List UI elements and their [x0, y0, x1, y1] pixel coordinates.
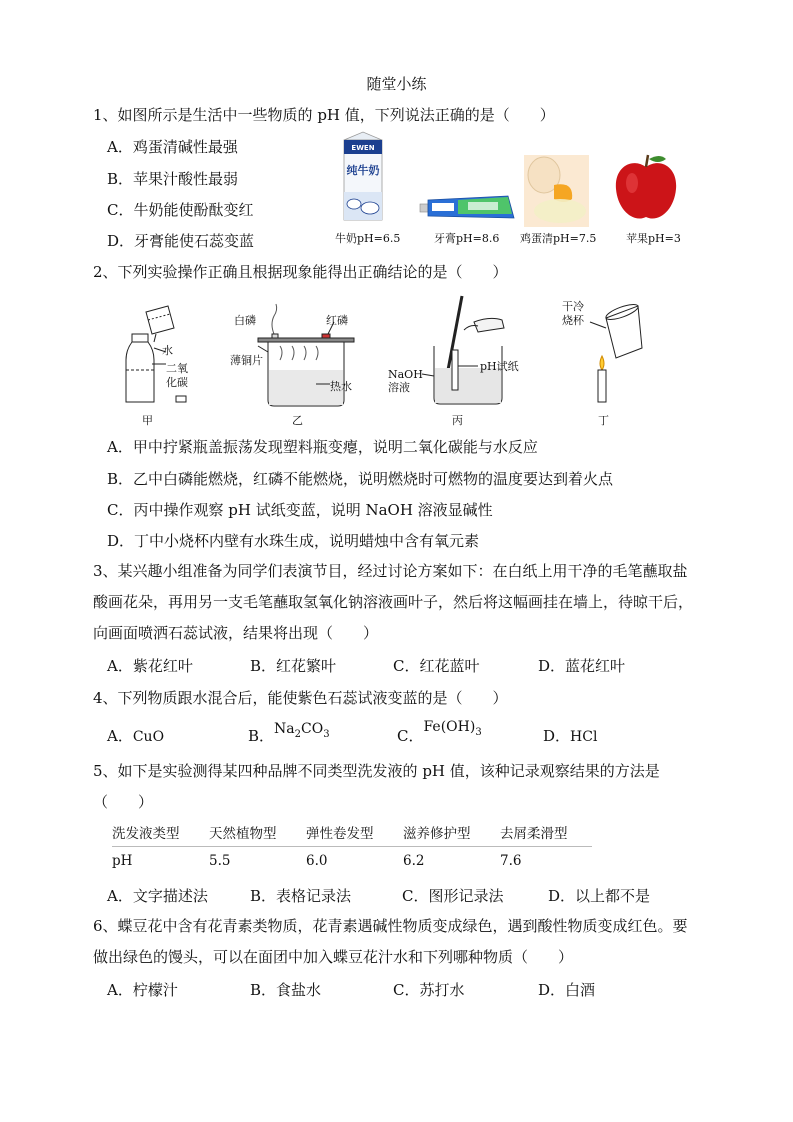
q4-option-b: $Na_2CO_3$ [274, 721, 330, 740]
q2-option-c: C．丙中操作观察 pH 试纸变蓝，说明 NaOH 溶液显碱性 [107, 501, 493, 519]
table-header-cell: 洗发液类型 [112, 826, 180, 842]
yi-white-p-label: 白磷 [234, 314, 256, 327]
table-header-cell: 滋养修护型 [403, 826, 471, 842]
q1-option-d: D．牙膏能使石蕊变蓝 [107, 232, 255, 250]
q3-option-a: A．紫花红叶 [107, 657, 193, 675]
yi-caption: 乙 [292, 414, 303, 427]
shampoo-ph-table [112, 818, 592, 875]
milk-carton-image [340, 130, 386, 222]
q3-options [107, 656, 667, 676]
q6-options [107, 980, 667, 1000]
q4-option-d: HCl [570, 729, 598, 745]
q4-letter-d: D． [543, 727, 571, 745]
milk-brand-text: EWEN [351, 144, 375, 152]
bing-naoh-label: NaOH 溶液 [388, 368, 423, 394]
apple-caption: 苹果pH=3 [626, 232, 681, 245]
yi-red-p-label: 红磷 [326, 314, 348, 327]
q5-option-d: D．以上都不是 [548, 887, 651, 905]
q2-option-d: D．丁中小烧杯内壁有水珠生成，说明蜡烛中含有氧元素 [107, 532, 480, 550]
egg-white-caption: 鸡蛋清pH=7.5 [520, 232, 597, 245]
figure-bing-beaker [420, 290, 530, 412]
q3-option-d: D．蓝花红叶 [538, 657, 626, 675]
q4-letter-a: A． [107, 727, 133, 745]
bing-caption: 丙 [452, 414, 463, 427]
toothpaste-image [418, 192, 518, 222]
q4-letter-c: C． [397, 727, 424, 745]
q3-option-b: B．红花繁叶 [250, 657, 337, 675]
table-row [112, 847, 592, 876]
q5-option-c: C．图形记录法 [402, 887, 504, 905]
apple-image [612, 153, 680, 225]
q5-options [107, 886, 667, 906]
q2-option-b: B．乙中白磷能燃烧，红磷不能燃烧，说明燃烧时可燃物的温度要达到着火点 [107, 470, 614, 488]
table-cell: 6.2 [403, 853, 425, 869]
q4-option-c: $Fe(OH)_3$ [423, 719, 482, 738]
toothpaste-caption: 牙膏pH=8.6 [434, 232, 500, 245]
q5-stem: 5、如下是实验测得某四种品牌不同类型洗发液的 pH 值，该种记录观察结果的方法是 [93, 762, 660, 780]
yi-copper-label: 薄铜片 [230, 354, 263, 367]
egg-white-image [524, 155, 589, 227]
q4-options [107, 719, 667, 750]
q6-option-b: B．食盐水 [250, 981, 322, 999]
figure-jia-bottle [118, 292, 198, 412]
q6-option-a: A．柠檬汁 [107, 981, 178, 999]
q6-option-d: D．白酒 [538, 981, 596, 999]
q5-stem-paren: （ ） [93, 793, 154, 811]
table-header-row [112, 818, 592, 847]
q4-letter-b: B． [248, 727, 275, 745]
table-cell: 6.0 [306, 853, 328, 869]
q6-stem: 6、蝶豆花中含有花青素类物质，花青素遇碱性物质变成绿色，遇到酸性物质变成红色。要做出绿色的馒头，可以在面团中加入蝶豆花汁水和下列哪种物质（ ） [93, 917, 688, 966]
table-cell: pH [112, 853, 133, 869]
jia-caption: 甲 [142, 414, 153, 427]
milk-caption: 牛奶pH=6.5 [335, 232, 401, 245]
page-title: 随堂小练 [366, 75, 427, 93]
jia-co2-label: 二氧 化碳 [166, 362, 188, 389]
bing-ph-paper-label: pH试纸 [480, 360, 519, 373]
table-header-cell: 去屑柔滑型 [500, 826, 568, 842]
q3-option-c: C．红花蓝叶 [393, 657, 480, 675]
table-header-cell: 天然植物型 [209, 826, 277, 842]
ding-dry-cup-label: 干冷 烧杯 [562, 300, 584, 327]
q5-option-a: A．文字描述法 [107, 887, 208, 905]
table-header-cell: 弹性卷发型 [306, 826, 374, 842]
q3-stem: 3、某兴趣小组准备为同学们表演节目，经过讨论方案如下：在白纸上用干净的毛笔蘸取盐酸画花朵，再用另一支毛笔蘸取氢氧化钠溶液画叶子，然后将这幅画挂在墙上，待晾干后，向画面喷洒石蕊试液，结果将出现（ ） [93, 562, 694, 642]
q1-stem: 1、如图所示是生活中一些物质的 pH 值，下列说法正确的是（ ） [93, 106, 555, 124]
q4-option-a: CuO [132, 729, 165, 745]
q1-option-b: B．苹果汁酸性最弱 [107, 170, 239, 188]
q6-option-c: C．苏打水 [393, 981, 465, 999]
milk-label-text: 纯牛奶 [346, 164, 380, 177]
table-cell: 7.6 [500, 853, 522, 869]
q4-stem: 4、下列物质跟水混合后，能使紫色石蕊试液变蓝的是（ ） [93, 689, 508, 707]
jia-water-label: 水 [162, 344, 173, 357]
q5-option-b: B．表格记录法 [250, 887, 352, 905]
ding-caption: 丁 [598, 414, 609, 427]
table-cell: 5.5 [209, 853, 231, 869]
q1-option-c: C．牛奶能使酚酞变红 [107, 201, 254, 219]
yi-hot-water-label: 热水 [330, 380, 352, 393]
q2-option-a: A．甲中拧紧瓶盖振荡发现塑料瓶变瘪，说明二氧化碳能与水反应 [107, 438, 538, 456]
q1-option-a: A．鸡蛋清碱性最强 [107, 138, 238, 156]
q2-stem: 2、下列实验操作正确且根据现象能得出正确结论的是（ ） [93, 263, 508, 281]
